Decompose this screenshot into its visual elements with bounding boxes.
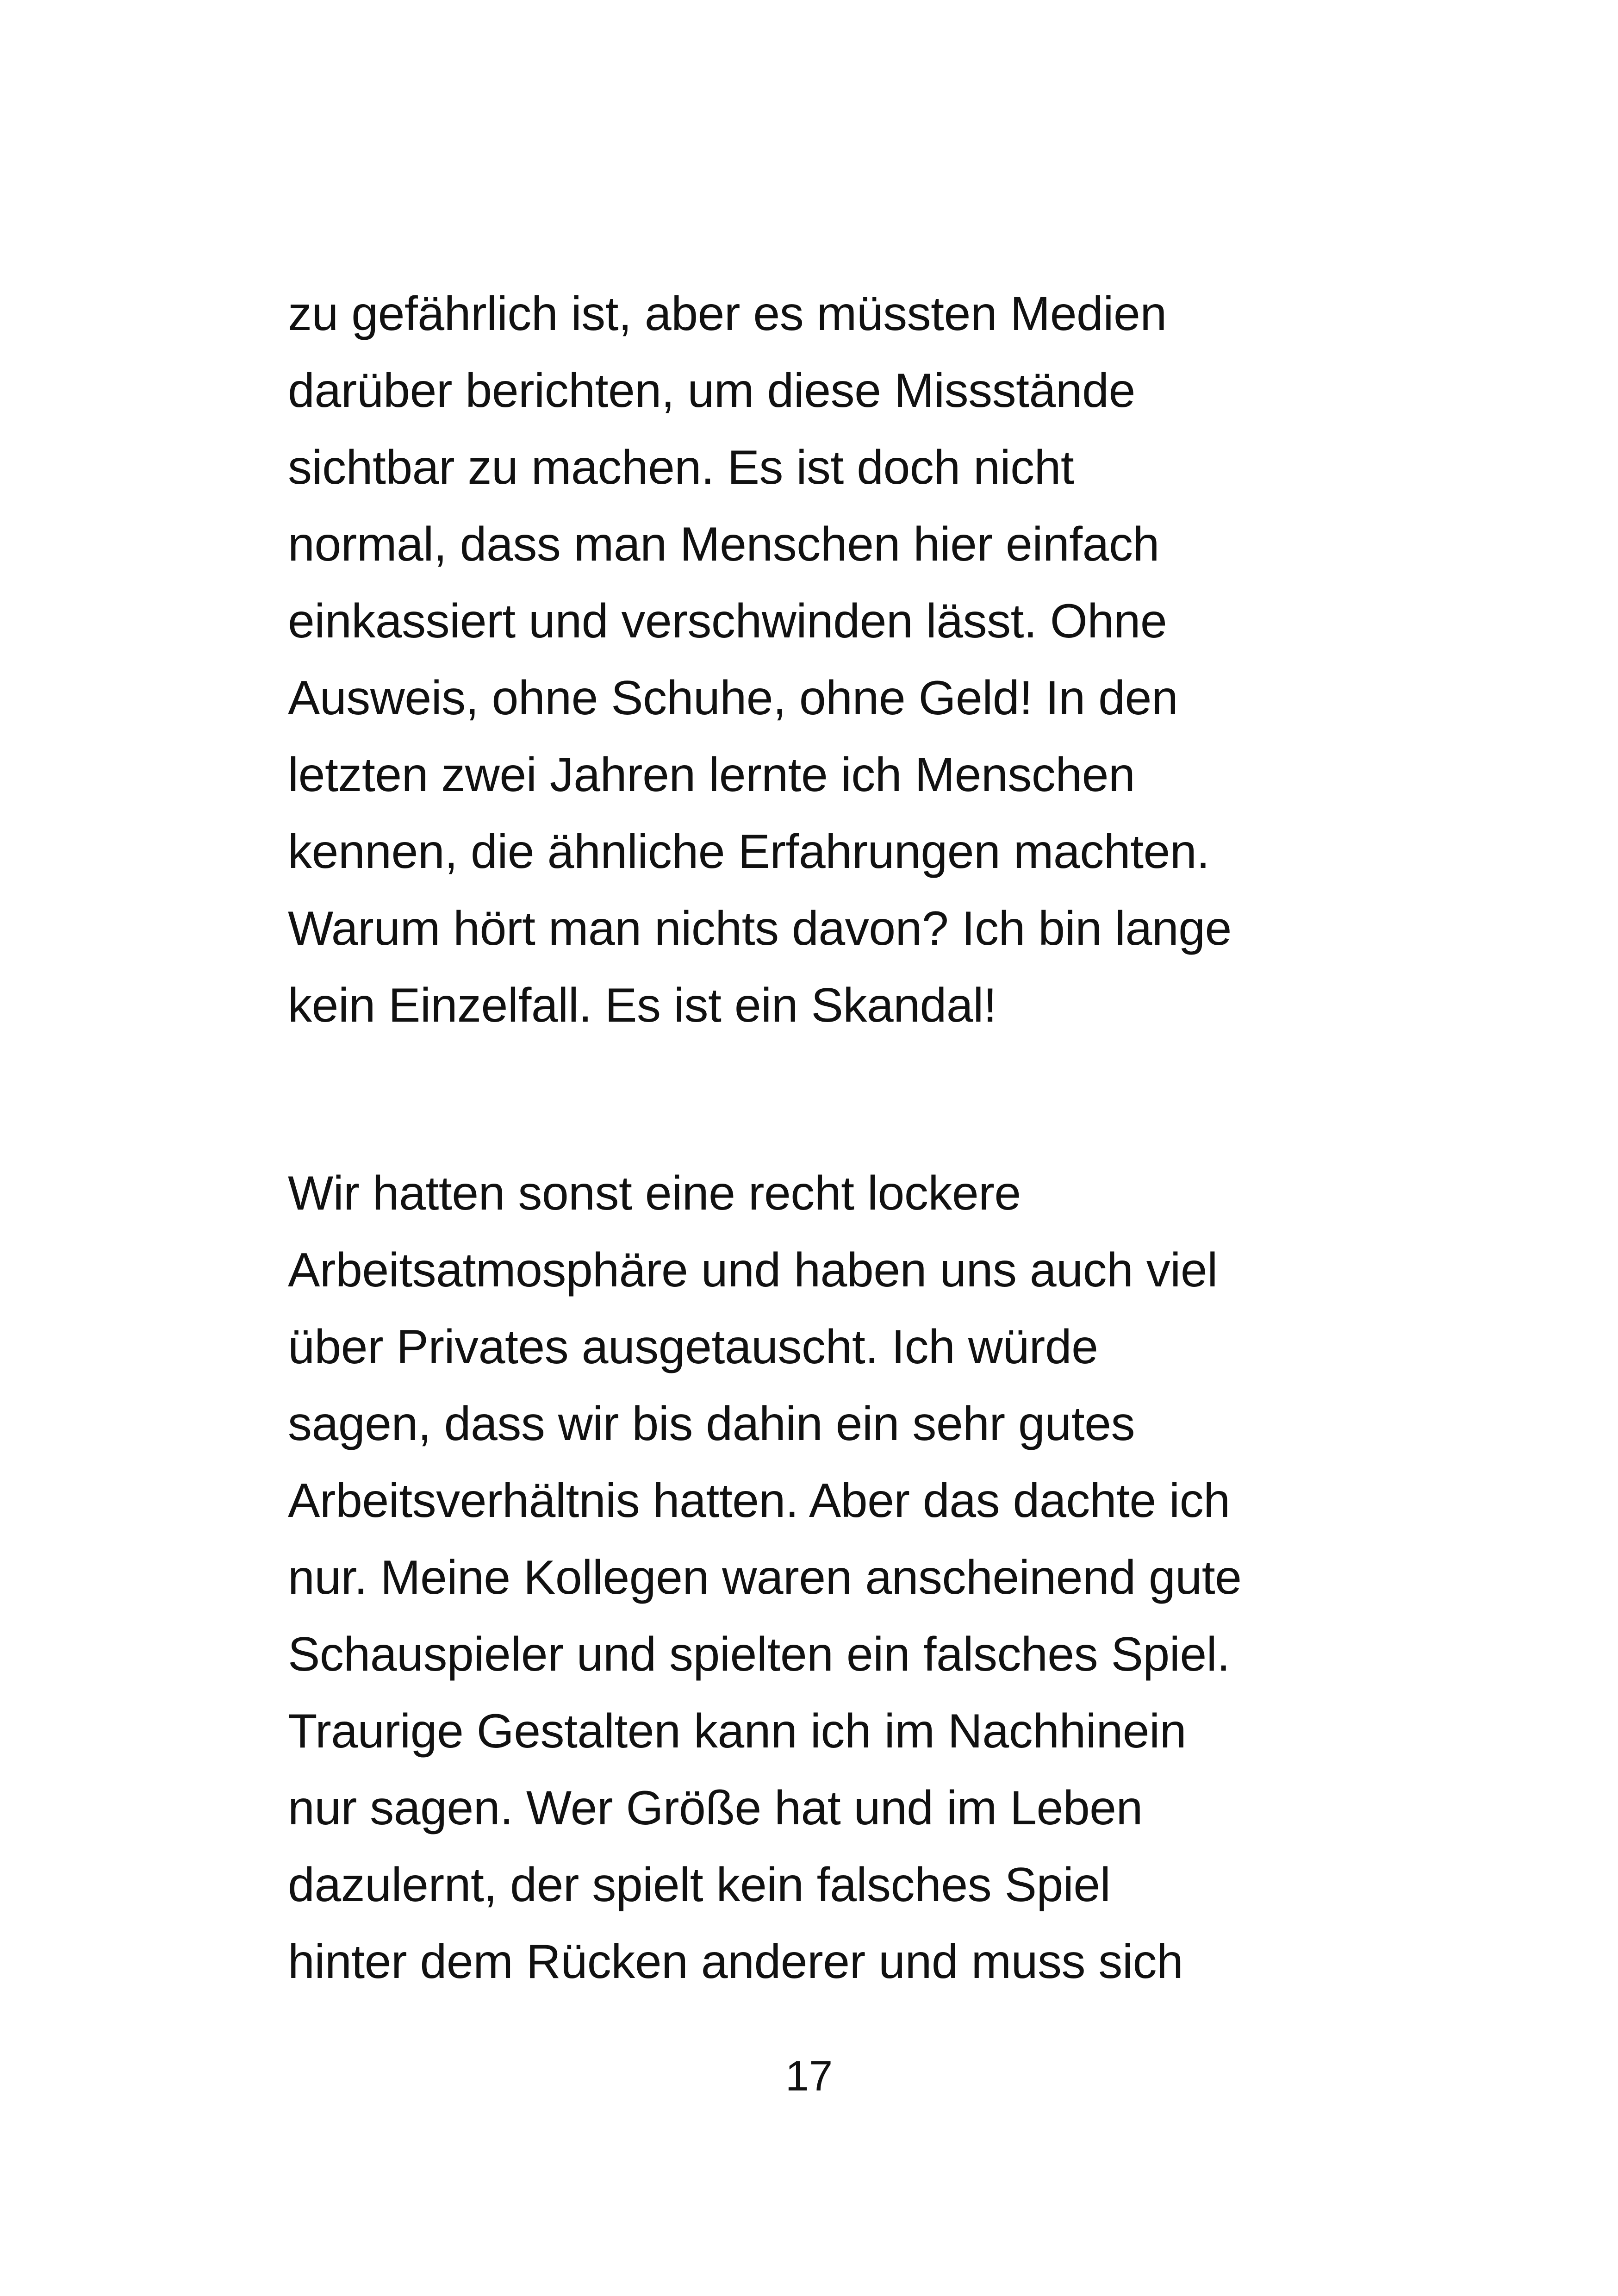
text-line: letzten zwei Jahren lernte ich Menschen	[288, 748, 1135, 802]
text-line: dazulernt, der spielt kein falsches Spiel	[288, 1858, 1111, 1912]
text-line: kennen, die ähnliche Erfahrungen machten.	[288, 825, 1210, 879]
text-line: normal, dass man Menschen hier einfach	[288, 518, 1159, 571]
text-line: Arbeitsatmosphäre und haben uns auch viel	[288, 1243, 1218, 1297]
text-line: kein Einzelfall. Es ist ein Skandal!	[288, 979, 997, 1032]
text-line: zu gefährlich ist, aber es müssten Medien	[288, 287, 1167, 341]
paragraph-2	[288, 1155, 1399, 2000]
text-line: hinter dem Rücken anderer und muss sich	[288, 1935, 1183, 1989]
text-line: sichtbar zu machen. Es ist doch nicht	[288, 441, 1074, 494]
text-line: über Privates ausgetauscht. Ich würde	[288, 1320, 1098, 1374]
text-line: Ausweis, ohne Schuhe, ohne Geld! In den	[288, 671, 1178, 725]
text-line: Wir hatten sonst eine recht lockere	[288, 1167, 1021, 1220]
text-line: nur sagen. Wer Größe hat und im Leben	[288, 1781, 1143, 1835]
paragraph-1	[288, 275, 1399, 1044]
text-line: Warum hört man nichts davon? Ich bin lange	[288, 902, 1232, 955]
text-line: Schauspieler und spielten ein falsches Spiel.	[288, 1628, 1230, 1681]
text-line: Arbeitsverhältnis hatten. Aber das dachte ich	[288, 1474, 1230, 1528]
text-line: darüber berichten, um diese Missstände	[288, 364, 1135, 418]
page-number: 17	[785, 2053, 833, 2100]
text-line: einkassiert und verschwinden lässt. Ohne	[288, 594, 1167, 648]
text-line: Traurige Gestalten kann ich im Nachhinein	[288, 1704, 1187, 1758]
text-line: sagen, dass wir bis dahin ein sehr gutes	[288, 1397, 1135, 1451]
text-line: nur. Meine Kollegen waren anscheinend gute	[288, 1551, 1242, 1604]
